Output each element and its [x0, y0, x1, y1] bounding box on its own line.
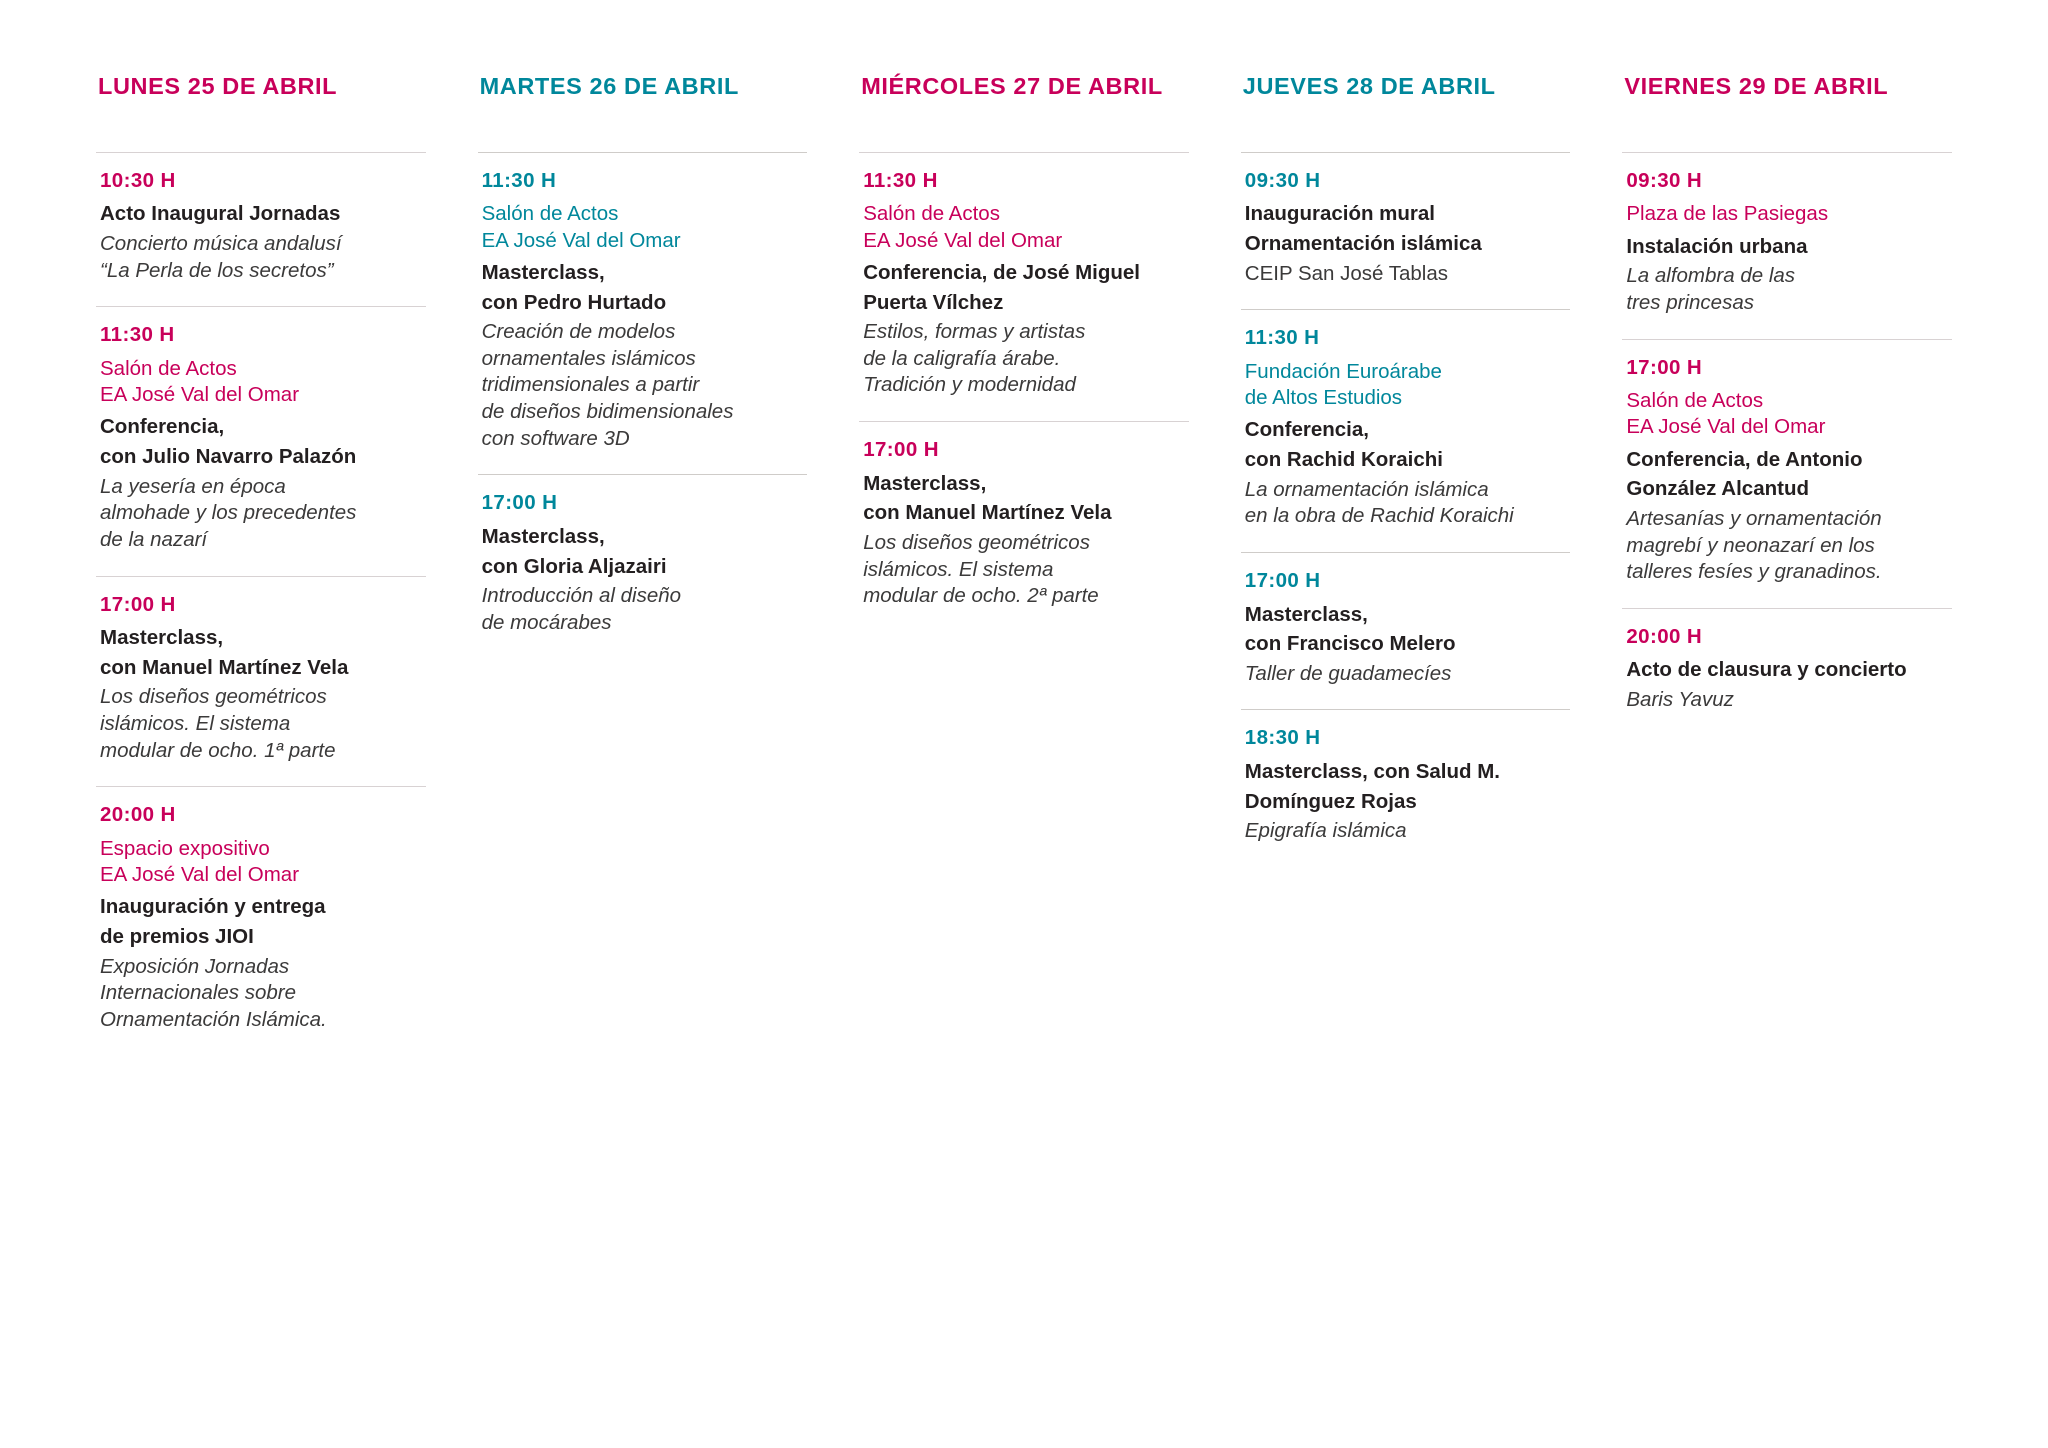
event-title: Conferencia,: [1244, 418, 1369, 442]
day-column: [859, 74, 1189, 632]
event-title: con Manuel Martínez Vela: [863, 501, 1112, 525]
event-item: [96, 152, 426, 307]
event-title: González Alcantud: [1626, 477, 1809, 501]
event-description: La ornamentación islámica: [1244, 477, 1489, 501]
event-location: Espacio expositivo: [100, 836, 270, 860]
event-description: Tradición y modernidad: [863, 373, 1076, 397]
event-location: EA José Val del Omar: [863, 228, 1063, 252]
event-item: [478, 474, 808, 658]
event-description: talleres fesíes y granadinos.: [1626, 560, 1882, 584]
event-location: Salón de Actos: [100, 356, 237, 380]
event-time: 20:00 H: [1626, 624, 1703, 648]
event-time: 09:30 H: [1244, 168, 1321, 192]
event-description: tridimensionales a partir: [481, 373, 700, 397]
event-time: 17:00 H: [863, 438, 939, 462]
event-description: Artesanías y ornamentación: [1626, 506, 1882, 530]
event-title: con Rachid Koraichi: [1244, 448, 1443, 472]
event-item: [1622, 608, 1952, 736]
event-item: [859, 152, 1189, 421]
event-time: 10:30 H: [100, 168, 176, 192]
event-location: EA José Val del Omar: [481, 228, 681, 252]
event-item: [96, 576, 426, 787]
event-description: magrebí y neonazarí en los: [1626, 533, 1875, 557]
event-list: [478, 152, 808, 659]
day-title: MIÉRCOLES 27 DE ABRIL: [861, 73, 1163, 99]
event-description: Introducción al diseño: [481, 584, 682, 608]
event-title: con Francisco Melero: [1244, 632, 1456, 656]
event-item: [859, 421, 1189, 632]
day-column: [96, 74, 426, 1056]
event-title: Masterclass,: [100, 626, 224, 650]
event-description: islámicos. El sistema: [100, 712, 291, 736]
event-time: 17:00 H: [1626, 355, 1703, 379]
event-title: Inauguración y entrega: [100, 895, 326, 919]
event-description: CEIP San José Tablas: [1244, 261, 1449, 285]
event-description: La alfombra de las: [1626, 264, 1796, 288]
event-location: Fundación Euroárabe: [1244, 359, 1442, 383]
event-time: 11:30 H: [863, 168, 938, 192]
event-item: [1241, 552, 1571, 709]
event-description: Concierto música andalusí: [100, 232, 342, 256]
event-description: La yesería en época: [100, 474, 286, 498]
event-location: Salón de Actos: [481, 202, 619, 226]
event-time: 11:30 H: [481, 168, 557, 192]
event-description: modular de ocho. 1ª parte: [100, 738, 336, 762]
event-description: Exposición Jornadas: [100, 954, 290, 978]
event-list: [859, 152, 1189, 632]
event-location: Salón de Actos: [863, 202, 1000, 226]
event-description: Epigrafía islámica: [1244, 819, 1407, 843]
event-title: Masterclass,: [481, 260, 605, 284]
event-item: [1241, 309, 1571, 552]
event-title: Masterclass,: [481, 524, 605, 548]
event-description: Internacionales sobre: [100, 981, 297, 1005]
event-time: 17:00 H: [100, 592, 176, 616]
event-list: [1622, 152, 1952, 736]
event-title: Domínguez Rojas: [1244, 789, 1417, 813]
event-description: Estilos, formas y artistas: [863, 320, 1086, 344]
event-time: 09:30 H: [1626, 168, 1703, 192]
event-description: “La Perla de los secretos”: [100, 258, 334, 282]
event-title: Masterclass,: [1244, 602, 1368, 626]
event-title: Conferencia, de Antonio: [1626, 447, 1863, 471]
day-column: [478, 74, 808, 658]
event-item: [96, 306, 426, 575]
event-location: Salón de Actos: [1626, 389, 1764, 413]
event-item: [96, 786, 426, 1055]
event-time: 17:00 H: [481, 491, 558, 515]
event-description: almohade y los precedentes: [100, 501, 357, 525]
event-location: de Altos Estudios: [1244, 386, 1403, 410]
event-description: ornamentales islámicos: [481, 346, 696, 370]
event-location: EA José Val del Omar: [100, 863, 300, 887]
event-description: de diseños bidimensionales: [481, 400, 734, 424]
event-title: Instalación urbana: [1626, 234, 1808, 258]
event-location: EA José Val del Omar: [100, 383, 300, 407]
event-description: Los diseños geométricos: [863, 530, 1090, 554]
event-title: Ornamentación islámica: [1244, 232, 1482, 256]
event-title: con Julio Navarro Palazón: [100, 445, 357, 469]
event-title: con Pedro Hurtado: [481, 290, 667, 314]
event-description: Ornamentación Islámica.: [100, 1007, 327, 1031]
event-time: 17:00 H: [1244, 568, 1321, 592]
event-description: de la caligrafía árabe.: [863, 346, 1061, 370]
event-title: Acto Inaugural Jornadas: [100, 202, 341, 226]
event-location: EA José Val del Omar: [1626, 415, 1826, 439]
event-item: [1622, 152, 1952, 339]
day-column: [1622, 74, 1952, 736]
event-description: en la obra de Rachid Koraichi: [1244, 504, 1514, 528]
day-title: MARTES 26 DE ABRIL: [479, 73, 739, 99]
event-location: Plaza de las Pasiegas: [1626, 202, 1829, 226]
event-description: Creación de modelos: [481, 320, 676, 344]
event-description: Los diseños geométricos: [100, 685, 327, 709]
event-time: 11:30 H: [100, 323, 175, 347]
event-title: Inauguración mural: [1244, 202, 1436, 226]
event-title: Conferencia,: [100, 415, 225, 439]
event-time: 11:30 H: [1244, 326, 1320, 350]
day-title: LUNES 25 DE ABRIL: [98, 73, 338, 99]
event-list: [1241, 152, 1571, 867]
event-description: Baris Yavuz: [1626, 688, 1734, 712]
event-title: con Manuel Martínez Vela: [100, 655, 349, 679]
event-description: Taller de guadamecíes: [1244, 661, 1452, 685]
event-title: Puerta Vílchez: [863, 290, 1004, 314]
event-title: con Gloria Aljazairi: [481, 554, 667, 578]
event-description: con software 3D: [481, 426, 630, 450]
event-time: 18:30 H: [1244, 726, 1321, 750]
event-item: [478, 152, 808, 475]
event-title: Masterclass, con Salud M.: [1244, 760, 1500, 783]
event-description: tres princesas: [1626, 290, 1754, 314]
event-description: islámicos. El sistema: [863, 557, 1054, 581]
day-title: VIERNES 29 DE ABRIL: [1624, 73, 1889, 99]
event-title: Conferencia, de José Miguel: [863, 260, 1141, 284]
event-description: modular de ocho. 2ª parte: [863, 584, 1099, 608]
event-title: de premios JIOI: [100, 925, 254, 949]
event-item: [1241, 709, 1571, 866]
day-column: [1241, 74, 1571, 867]
event-item: [1622, 339, 1952, 608]
event-description: de mocárabes: [481, 610, 612, 634]
event-list: [96, 152, 426, 1056]
day-title: JUEVES 28 DE ABRIL: [1242, 73, 1496, 99]
event-description: de la nazarí: [100, 527, 208, 551]
event-time: 20:00 H: [100, 803, 176, 827]
event-title: Masterclass,: [863, 471, 987, 495]
event-item: [1241, 152, 1571, 309]
event-title: Acto de clausura y concierto: [1626, 658, 1907, 682]
